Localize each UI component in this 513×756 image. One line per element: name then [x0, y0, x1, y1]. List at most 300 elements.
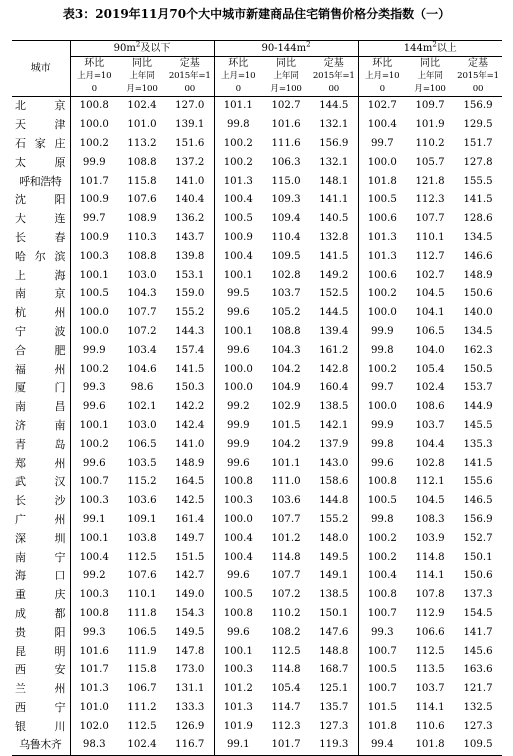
- index-value: 108.8: [127, 156, 157, 168]
- base-line-1: 上月=10: [77, 71, 112, 81]
- city-name: 哈尔滨: [15, 249, 66, 263]
- base-line-2: 00: [184, 84, 196, 94]
- index-value: 99.8: [358, 435, 406, 454]
- index-value: 141.5: [463, 194, 493, 206]
- index-value: 100.8: [358, 586, 406, 605]
- index-value: 108.9: [127, 213, 157, 225]
- index-value: 99.7: [70, 210, 118, 229]
- index-value: 156.9: [463, 513, 493, 525]
- index-value: 100.9: [214, 229, 262, 248]
- city-name: 大 连: [15, 212, 66, 226]
- index-value: 109.5: [271, 250, 301, 262]
- city-name: 合 肥: [15, 343, 66, 357]
- index-value: 142.1: [319, 419, 349, 431]
- index-value: 111.9: [127, 645, 157, 657]
- index-value: 139.8: [175, 250, 205, 262]
- group-header-small: $90m^2$及以下: [70, 41, 214, 57]
- index-value: 106.5: [127, 626, 157, 638]
- base-line-1: 2015年=1: [168, 71, 211, 81]
- city-name: 银 川: [15, 719, 66, 733]
- index-value: 154.3: [175, 607, 205, 619]
- index-value: 100.4: [358, 567, 406, 586]
- table-row: [12, 717, 502, 736]
- index-value: 107.6: [127, 570, 157, 582]
- index-value: 114.8: [415, 551, 445, 563]
- index-value: 103.4: [127, 344, 157, 356]
- index-value: 102.4: [118, 736, 166, 755]
- table-row: [12, 529, 502, 548]
- index-value: 100.8: [70, 97, 118, 116]
- base-header-row: [12, 70, 502, 97]
- base-line-1: 2015年=1: [457, 71, 499, 81]
- index-value: 160.4: [319, 382, 349, 394]
- index-value: 100.2: [358, 360, 406, 379]
- index-value: 156.9: [463, 100, 493, 112]
- index-value: 105.7: [415, 156, 445, 168]
- index-value: 107.2: [127, 325, 157, 337]
- index-value: 111.6: [271, 137, 301, 149]
- table-row: [12, 97, 502, 116]
- table-row: [12, 266, 502, 285]
- index-value: 138.5: [319, 589, 349, 601]
- index-value: 108.8: [271, 325, 301, 337]
- index-value: 98.6: [130, 382, 154, 394]
- base-line-2: 月=100: [414, 84, 446, 94]
- index-value: 141.5: [463, 457, 493, 469]
- index-value: 144.9: [463, 401, 493, 413]
- index-value: 104.2: [271, 363, 301, 375]
- index-value: 99.8: [214, 116, 262, 135]
- index-value: 101.3: [214, 699, 262, 718]
- index-value: 114.7: [271, 701, 301, 713]
- index-value: 110.4: [271, 231, 301, 243]
- index-value: 163.6: [463, 664, 493, 676]
- index-value: 106.5: [127, 438, 157, 450]
- index-value: 127.0: [175, 100, 205, 112]
- city-name: 深 圳: [15, 531, 66, 545]
- index-value: 112.1: [415, 476, 445, 488]
- index-value: 114.1: [415, 570, 445, 582]
- index-value: 113.5: [415, 664, 445, 676]
- index-value: 151.5: [175, 551, 205, 563]
- index-value: 100.2: [70, 435, 118, 454]
- index-value: 142.2: [175, 401, 205, 413]
- table-row: [12, 661, 502, 680]
- index-value: 140.5: [319, 213, 349, 225]
- index-value: 146.6: [463, 250, 493, 262]
- index-value: 150.1: [319, 607, 349, 619]
- index-value: 108.3: [415, 513, 445, 525]
- city-name: 南 京: [15, 287, 66, 301]
- index-value: 129.5: [463, 119, 493, 131]
- index-value: 111.8: [127, 607, 157, 619]
- index-value: 100.7: [358, 642, 406, 661]
- index-value: 99.6: [214, 341, 262, 360]
- index-value: 100.4: [214, 247, 262, 266]
- index-value: 104.2: [271, 438, 301, 450]
- table-title: 表3：2019年11月70个大中城市新建商品住宅销售价格分类指数（一）: [62, 7, 451, 21]
- index-value: 100.4: [358, 116, 406, 135]
- index-value: 110.1: [415, 231, 445, 243]
- index-value: 100.1: [214, 266, 262, 285]
- city-name: 成 都: [15, 606, 66, 620]
- index-value: 155.6: [463, 476, 493, 488]
- index-value: 100.3: [214, 661, 262, 680]
- subheader-yoy: 同比: [276, 57, 297, 69]
- index-value: 100.6: [358, 266, 406, 285]
- base-line-1: 上月=10: [365, 71, 400, 81]
- table-row: [12, 379, 502, 398]
- city-name: 广 州: [15, 512, 66, 526]
- index-value: 100.5: [358, 661, 406, 680]
- index-value: 101.8: [406, 736, 454, 755]
- index-value: 102.7: [271, 100, 301, 112]
- index-value: 138.5: [319, 401, 349, 413]
- index-value: 102.7: [358, 97, 406, 116]
- index-value: 112.9: [415, 607, 445, 619]
- index-value: 108.8: [127, 250, 157, 262]
- index-value: 132.1: [319, 156, 349, 168]
- index-value: 152.5: [319, 288, 349, 300]
- index-value: 110.2: [271, 607, 301, 619]
- index-value: 147.8: [175, 645, 205, 657]
- index-value: 104.5: [415, 495, 445, 507]
- index-value: 142.7: [175, 570, 205, 582]
- index-value: 125.1: [319, 683, 349, 695]
- index-value: 156.9: [319, 137, 349, 149]
- index-value: 102.4: [127, 100, 157, 112]
- index-value: 102.7: [415, 269, 445, 281]
- index-value: 102.8: [415, 457, 445, 469]
- index-value: 101.3: [358, 247, 406, 266]
- index-value: 100.7: [358, 680, 406, 699]
- index-value: 100.0: [70, 323, 118, 342]
- index-value: 99.8: [358, 341, 406, 360]
- index-value: 150.3: [175, 382, 205, 394]
- city-name: 乌鲁木齐: [12, 736, 70, 755]
- index-value: 100.5: [358, 492, 406, 511]
- index-value: 141.5: [175, 363, 205, 375]
- index-value: 101.3: [70, 680, 118, 699]
- city-name: 福 州: [15, 362, 66, 376]
- index-value: 100.0: [214, 360, 262, 379]
- index-value: 145.6: [463, 645, 493, 657]
- index-value: 104.4: [415, 438, 445, 450]
- index-value: 140.0: [463, 307, 493, 319]
- index-value: 102.9: [271, 401, 301, 413]
- index-value: 107.7: [271, 570, 301, 582]
- index-value: 133.3: [175, 701, 205, 713]
- base-header: [118, 70, 166, 97]
- table-row: [12, 473, 502, 492]
- index-value: 104.0: [415, 344, 445, 356]
- index-value: 112.5: [127, 551, 157, 563]
- city-column-header: 城市: [12, 41, 70, 97]
- subheader-fixed: 定基: [179, 57, 200, 69]
- base-line-2: 00: [472, 84, 484, 94]
- index-value: 102.1: [127, 401, 157, 413]
- subheader-fixed: 定基: [468, 57, 489, 69]
- city-name: 西 宁: [15, 700, 66, 714]
- index-value: 109.4: [271, 213, 301, 225]
- subheader-row: [12, 57, 502, 71]
- index-value: 99.6: [214, 454, 262, 473]
- index-value: 100.3: [70, 586, 118, 605]
- index-value: 101.9: [415, 119, 445, 131]
- index-value: 127.3: [463, 720, 493, 732]
- index-value: 108.6: [415, 401, 445, 413]
- base-header: [262, 70, 310, 97]
- index-value: 100.3: [214, 492, 262, 511]
- index-value: 115.8: [127, 175, 157, 187]
- table-row: [12, 680, 502, 699]
- index-value: 151.7: [463, 137, 493, 149]
- index-value: 144.5: [319, 307, 349, 319]
- table-row: [12, 210, 502, 229]
- index-value: 135.3: [463, 438, 493, 450]
- index-value: 99.6: [358, 454, 406, 473]
- table-row: [12, 548, 502, 567]
- index-value: 150.6: [463, 288, 493, 300]
- index-value: 112.5: [415, 645, 445, 657]
- index-value: 159.0: [175, 288, 205, 300]
- index-value: 99.2: [214, 398, 262, 417]
- index-value: 100.0: [358, 398, 406, 417]
- index-value: 149.1: [319, 570, 349, 582]
- base-line-2: 月=100: [270, 84, 302, 94]
- index-value: 109.3: [271, 194, 301, 206]
- index-value: 114.8: [271, 551, 301, 563]
- index-value: 101.2: [214, 680, 262, 699]
- base-line-2: 0: [379, 84, 385, 94]
- index-value: 104.5: [415, 288, 445, 300]
- index-value: 101.2: [271, 532, 301, 544]
- index-value: 139.4: [319, 325, 349, 337]
- index-value: 144.5: [319, 100, 349, 112]
- index-value: 100.9: [70, 229, 118, 248]
- index-value: 114.8: [271, 664, 301, 676]
- index-value: 101.7: [262, 736, 310, 755]
- city-name: 呼和浩特: [19, 174, 62, 188]
- index-value: 106.3: [271, 156, 301, 168]
- table-row: [12, 191, 502, 210]
- index-value: 100.0: [214, 511, 262, 530]
- table-row: [12, 135, 502, 154]
- index-value: 161.2: [319, 344, 349, 356]
- group-header-large: $144m^2$以上: [358, 41, 502, 57]
- index-value: 112.3: [415, 194, 445, 206]
- city-name: 西 安: [15, 663, 66, 677]
- table-row: [12, 454, 502, 473]
- index-value: 107.7: [415, 213, 445, 225]
- index-value: 107.6: [127, 194, 157, 206]
- index-value: 100.3: [70, 492, 118, 511]
- table-row: [12, 229, 502, 248]
- index-value: 100.4: [214, 191, 262, 210]
- city-name: 青 岛: [15, 437, 66, 451]
- index-value: 100.8: [358, 473, 406, 492]
- base-line-1: 2015年=1: [312, 71, 355, 81]
- index-value: 99.6: [70, 398, 118, 417]
- index-value: 100.5: [70, 285, 118, 304]
- city-name: 杭 州: [15, 306, 66, 320]
- base-line-2: 0: [91, 84, 97, 94]
- index-value: 137.2: [175, 156, 205, 168]
- index-value: 141.5: [319, 250, 349, 262]
- index-value: 100.2: [70, 135, 118, 154]
- index-value: 141.1: [319, 194, 349, 206]
- index-value: 100.1: [214, 323, 262, 342]
- table-row: [12, 623, 502, 642]
- index-value: 104.6: [127, 363, 157, 375]
- table-row: [12, 341, 502, 360]
- index-value: 99.6: [70, 454, 118, 473]
- index-value: 99.6: [214, 304, 262, 323]
- index-value: 101.7: [70, 661, 118, 680]
- index-value: 103.9: [415, 532, 445, 544]
- index-value: 141.0: [175, 175, 205, 187]
- index-value: 173.0: [175, 664, 205, 676]
- base-line-1: 上年同: [417, 71, 443, 81]
- index-value: 143.0: [319, 457, 349, 469]
- index-value: 100.5: [214, 210, 262, 229]
- index-value: 99.3: [358, 623, 406, 642]
- index-value: 112.3: [271, 720, 301, 732]
- index-value: 99.7: [358, 379, 406, 398]
- index-value: 99.6: [214, 623, 262, 642]
- index-value: 100.7: [70, 473, 118, 492]
- base-line-1: 上年同: [129, 71, 155, 81]
- index-value: 100.8: [70, 605, 118, 624]
- index-value: 100.0: [214, 379, 262, 398]
- index-value: 101.0: [127, 119, 157, 131]
- index-value: 111.0: [271, 476, 301, 488]
- index-value: 100.5: [214, 586, 262, 605]
- index-value: 103.5: [127, 457, 157, 469]
- index-value: 132.1: [319, 119, 349, 131]
- index-value: 105.2: [271, 307, 301, 319]
- index-value: 103.0: [127, 419, 157, 431]
- index-value: 107.7: [271, 513, 301, 525]
- index-value: 149.7: [175, 532, 205, 544]
- base-header: [406, 70, 454, 97]
- index-value: 105.4: [271, 683, 301, 695]
- index-value: 126.9: [175, 720, 205, 732]
- index-value: 119.3: [310, 736, 358, 755]
- index-value: 101.1: [271, 457, 301, 469]
- table-row: [12, 417, 502, 436]
- index-value: 103.6: [271, 495, 301, 507]
- index-value: 142.8: [319, 363, 349, 375]
- index-value: 101.0: [70, 699, 118, 718]
- index-value: 136.2: [175, 213, 205, 225]
- index-value: 137.9: [319, 438, 349, 450]
- index-value: 101.7: [70, 172, 118, 191]
- base-header: [70, 70, 118, 97]
- index-value: 99.9: [70, 153, 118, 172]
- city-name: 重 庆: [15, 588, 66, 602]
- index-value: 102.4: [415, 382, 445, 394]
- table-row: [12, 586, 502, 605]
- index-value: 106.7: [127, 683, 157, 695]
- index-value: 100.8: [214, 473, 262, 492]
- index-value: 103.8: [127, 532, 157, 544]
- index-value: 99.9: [214, 417, 262, 436]
- base-line-1: 上年同: [273, 71, 299, 81]
- base-line-1: 上月=10: [221, 71, 256, 81]
- index-value: 168.7: [319, 664, 349, 676]
- index-value: 132.8: [319, 231, 349, 243]
- table-row: [12, 642, 502, 661]
- index-value: 100.0: [358, 153, 406, 172]
- city-name: 济 南: [15, 418, 66, 432]
- index-value: 101.5: [358, 699, 406, 718]
- index-value: 162.3: [463, 344, 493, 356]
- index-value: 101.8: [358, 717, 406, 736]
- index-value: 149.0: [175, 589, 205, 601]
- index-value: 99.2: [70, 567, 118, 586]
- index-value: 101.8: [358, 172, 406, 191]
- index-value: 115.2: [127, 476, 157, 488]
- index-value: 99.1: [214, 736, 262, 755]
- index-value: 100.1: [70, 529, 118, 548]
- table-row: [12, 116, 502, 135]
- base-line-2: 月=100: [126, 84, 158, 94]
- index-value: 99.9: [358, 323, 406, 342]
- index-value: 101.5: [271, 419, 301, 431]
- subheader-yoy: 同比: [132, 57, 152, 69]
- index-value: 153.7: [463, 382, 493, 394]
- index-value: 100.2: [70, 360, 118, 379]
- subheader-mom: 环比: [70, 57, 118, 71]
- index-value: 100.2: [358, 548, 406, 567]
- index-value: 109.1: [127, 513, 157, 525]
- city-name: 石家庄: [15, 136, 66, 150]
- index-value: 110.2: [415, 137, 445, 149]
- index-value: 99.3: [70, 623, 118, 642]
- city-name: 南 宁: [15, 550, 66, 564]
- index-value: 164.5: [175, 476, 205, 488]
- index-value: 104.9: [271, 382, 301, 394]
- index-value: 112.7: [415, 250, 445, 262]
- index-value: 101.6: [70, 642, 118, 661]
- base-header: [166, 70, 214, 97]
- index-value: 137.3: [463, 589, 493, 601]
- table-row: [12, 247, 502, 266]
- index-value: 100.7: [358, 605, 406, 624]
- index-value: 100.3: [70, 247, 118, 266]
- city-name: 长 春: [15, 230, 66, 244]
- index-value: 110.1: [127, 589, 157, 601]
- city-name: 南 昌: [15, 400, 66, 414]
- index-value: 100.9: [70, 191, 118, 210]
- price-index-table: [12, 40, 502, 756]
- index-value: 116.7: [166, 736, 214, 755]
- index-value: 144.3: [175, 325, 205, 337]
- index-value: 99.8: [358, 511, 406, 530]
- table-row: [12, 435, 502, 454]
- index-value: 147.6: [319, 626, 349, 638]
- index-value: 105.4: [415, 363, 445, 375]
- index-value: 155.2: [319, 513, 349, 525]
- table-row: [12, 567, 502, 586]
- index-value: 100.4: [214, 529, 262, 548]
- city-name: 上 海: [15, 268, 66, 282]
- index-value: 134.5: [463, 231, 493, 243]
- index-value: 99.3: [70, 379, 118, 398]
- index-value: 142.4: [175, 419, 205, 431]
- table-row: [12, 304, 502, 323]
